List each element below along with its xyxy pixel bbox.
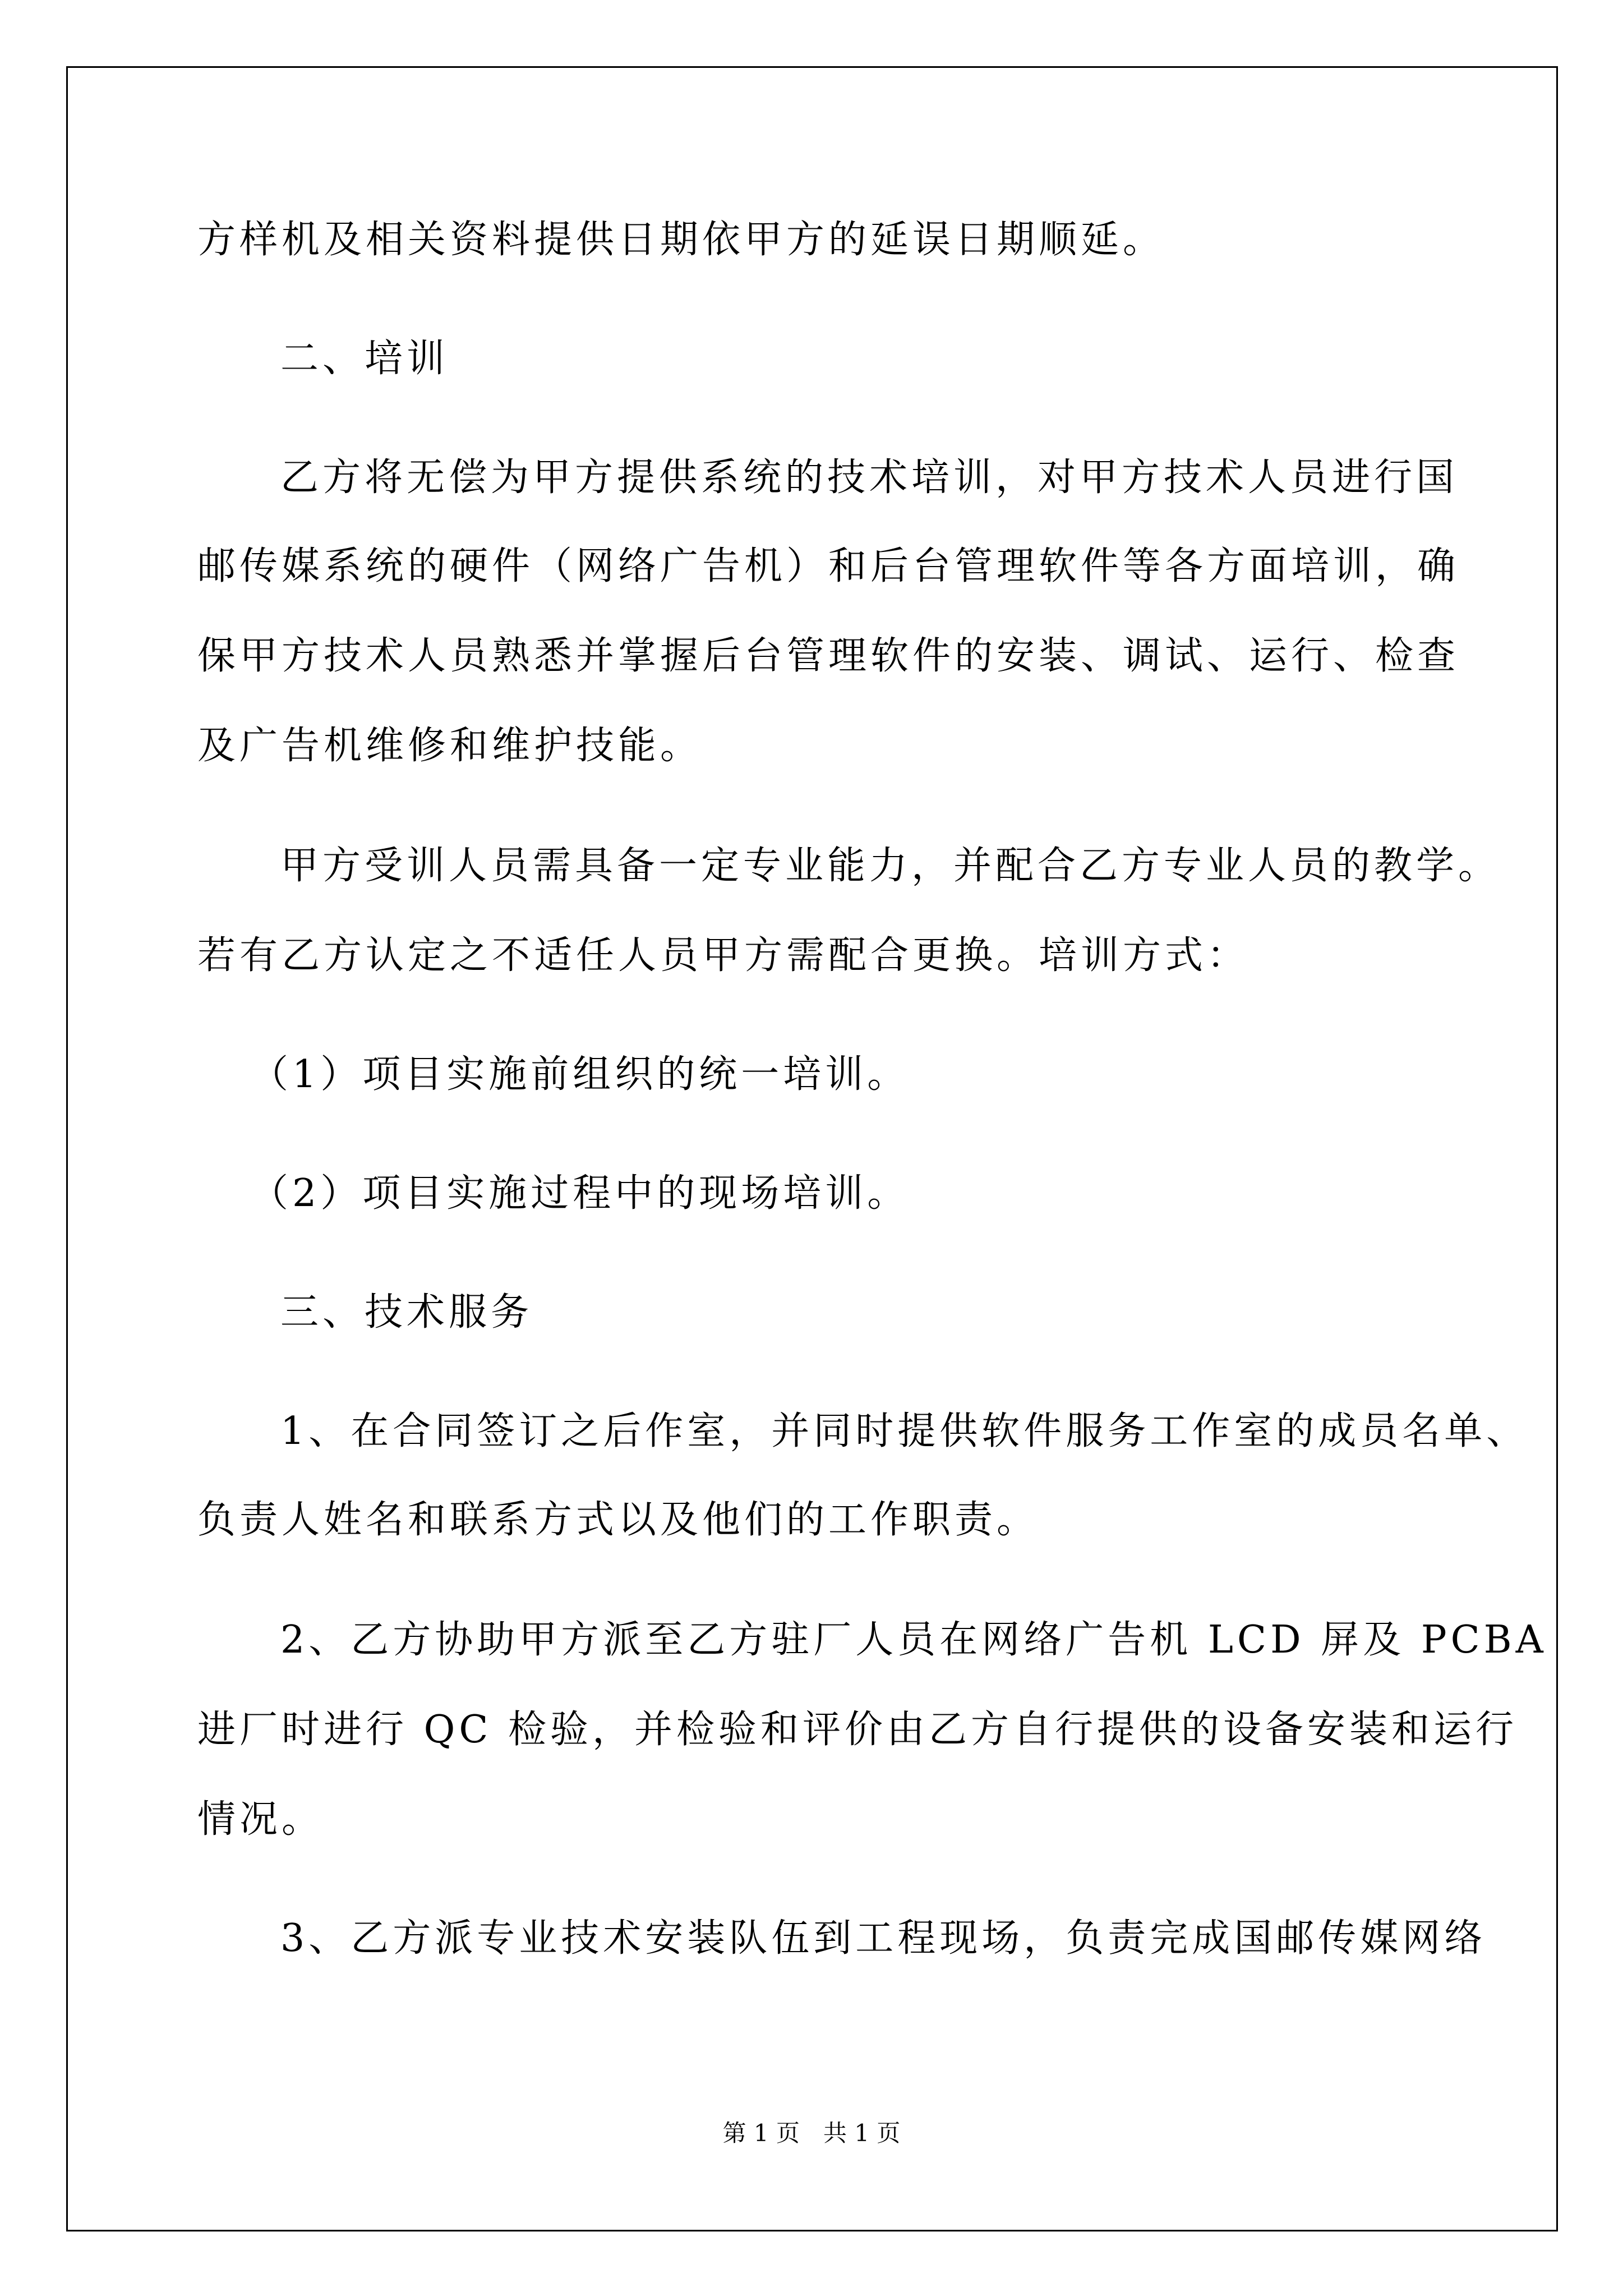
body-text-line: 3、乙方派专业技术安装队伍到工程现场，负责完成国邮传媒网络	[280, 1916, 1487, 1961]
page-number-footer: 第 1 页 共 1 页	[722, 2119, 901, 2147]
body-text-line: 进厂时进行 QC 检验，并检验和评价由乙方自行提供的设备安装和运行	[197, 1708, 1518, 1752]
body-text-line: 保甲方技术人员熟悉并掌握后台管理软件的安装、调试、运行、检查	[197, 634, 1460, 678]
body-text-line: 2、乙方协助甲方派至乙方驻厂人员在网络广告机 LCD 屏及 PCBA	[280, 1618, 1547, 1662]
body-text-line: 方样机及相关资料提供日期依甲方的延误日期顺延。	[197, 218, 1165, 262]
body-text-line: 1、在合同签订之后作室，并同时提供软件服务工作室的成员名单、	[280, 1409, 1529, 1453]
body-text-line: 若有乙方认定之不适任人员甲方需配合更换。培训方式：	[197, 933, 1249, 978]
body-text-line: 负责人姓名和联系方式以及他们的工作职责。	[197, 1498, 1039, 1542]
body-text-line: 邮传媒系统的硬件（网络广告机）和后台管理软件等各方面培训，确	[197, 544, 1460, 588]
body-text-line: 情况。	[197, 1797, 324, 1842]
list-item: （2）项目实施过程中的现场培训。	[250, 1171, 910, 1216]
body-text-line: 乙方将无偿为甲方提供系统的技术培训，对甲方技术人员进行国	[280, 455, 1459, 500]
page-frame	[66, 66, 1558, 2231]
body-text-line: 及广告机维修和维护技能。	[197, 724, 703, 768]
body-text-line: 甲方受训人员需具备一定专业能力，并配合乙方专业人员的教学。	[280, 844, 1501, 888]
section-heading-technical-service: 三、技术服务	[280, 1290, 533, 1335]
section-heading-training: 二、培训	[280, 337, 449, 381]
list-item: （1）项目实施前组织的统一培训。	[250, 1052, 910, 1097]
